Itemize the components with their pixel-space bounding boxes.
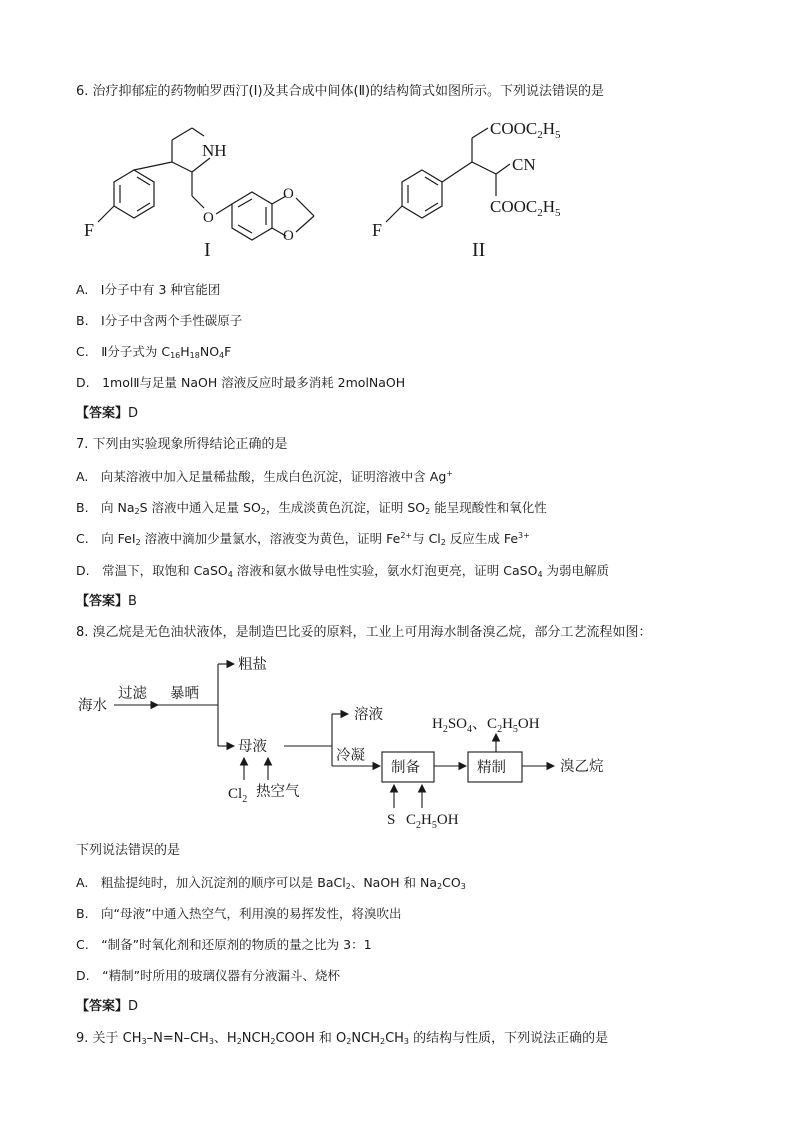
flow-product: 溴乙烷 [560,759,604,775]
flow-filter: 过滤 [118,686,147,702]
q8-option-d: D. “精制”时所用的玻璃仪器有分液漏斗、烧杯 [76,968,341,983]
q8-option-b: B. 向“母液”中通入热空气，利用溴的易挥发性，将溴吹出 [76,906,402,921]
q7-answer: 【答案】B [76,594,137,609]
flow-seawater: 海水 [78,698,107,714]
mol1-nh: NH [202,141,227,160]
mol1-o-ether: O [203,210,214,226]
mol2-ester-bottom: $COOC_2H_5$ [490,197,561,219]
q6-option-b: B. Ⅰ分子中含两个手性碳原子 [76,313,243,328]
flow-hot-air: 热空气 [256,784,300,800]
q8-option-a: A. 粗盐提纯时，加入沉淀剂的顺序可以是 BaCl$_2$、NaOH 和 $Na_2CO_3$ [76,875,466,891]
q7-option-b: B. 向 $Na_2S$ 溶液中通入足量 $SO_2$，生成淡黄色沉淀，证明 $SO_2$ 能呈现酸性和氧化性 [76,500,547,516]
q7-option-d: D. 常温下，取饱和 CaSO$_4$ 溶液和氨水做导电性实验，氨水灯泡更亮，证明 CaSO$_4$ 为弱电解质 [76,563,610,579]
flow-s: S [387,812,396,828]
flow-etoh: $C_2H_5OH$ [406,812,459,831]
q8-sub-stem: 下列说法错误的是 [76,843,181,858]
flow-cl2: $Cl_2$ [228,786,248,805]
q8-flowchart [76,648,636,834]
mol1-label: I [204,239,211,261]
q6-stem: 6. 治疗抑郁症的药物帕罗西汀(Ⅰ)及其合成中间体(Ⅱ)的结构简式如图所示。下列说法错误的是 [76,84,605,99]
q6-option-c: C. Ⅱ分子式为 $C_{16}H_{18}NO_4F$ [76,344,232,360]
q6-option-a: A. Ⅰ分子中有 3 种官能团 [76,282,221,297]
q8-answer: 【答案】D [76,999,139,1014]
mol1-f: F [84,220,95,240]
q7-option-a: A. 向某溶液中加入足量稀盐酸，生成白色沉淀，证明溶液中含 Ag+ [76,469,453,484]
flow-h2so4-etoh: $H_2SO_4$、$C_2H_5OH$ [432,716,540,735]
flow-sun: 暴晒 [170,686,199,702]
q7-stem: 7. 下列由实验现象所得结论正确的是 [76,437,288,452]
mol2-ester-top: $COOC_2H_5$ [490,119,561,141]
q6-structures [76,112,636,262]
flow-crude-salt: 粗盐 [238,657,267,673]
q9-stem: 9. 关于 $CH_3-N=N-CH_3$、$H_2NCH_2COOH$ 和 $O_2NCH_2CH_3$ 的结构与性质，下列说法正确的是 [76,1031,609,1046]
q8-stem: 8. 溴乙烷是无色油状液体，是制造巴比妥的原料，工业上可用海水制备溴乙烷，部分工艺流程如图： [76,625,652,640]
q6-answer: 【答案】D [76,406,139,421]
q8-option-c: C. “制备”时氧化剂和还原剂的物质的量之比为 3：1 [76,937,372,952]
q7-option-c: C. 向 FeI$_2$ 溶液中滴加少量氯水，溶液变为黄色，证明 $Fe^{2+}$与 $Cl_2$ 反应生成 $Fe^{3+}$ [76,531,530,547]
flow-refine: 精制 [477,760,506,776]
mol1-o-top: O [283,186,294,202]
flow-prepare: 制备 [391,760,420,776]
mol2-f: F [372,220,383,240]
flow-solution: 溶液 [354,707,383,723]
mol2-cn: CN [512,155,536,174]
mol1-o-bottom: O [283,228,294,244]
flow-condense: 冷凝 [336,748,365,764]
flow-mother: 母液 [238,739,267,755]
q6-option-d: D. 1molⅡ与足量 NaOH 溶液反应时最多消耗 2molNaOH [76,375,406,390]
mol2-label: II [472,239,486,261]
